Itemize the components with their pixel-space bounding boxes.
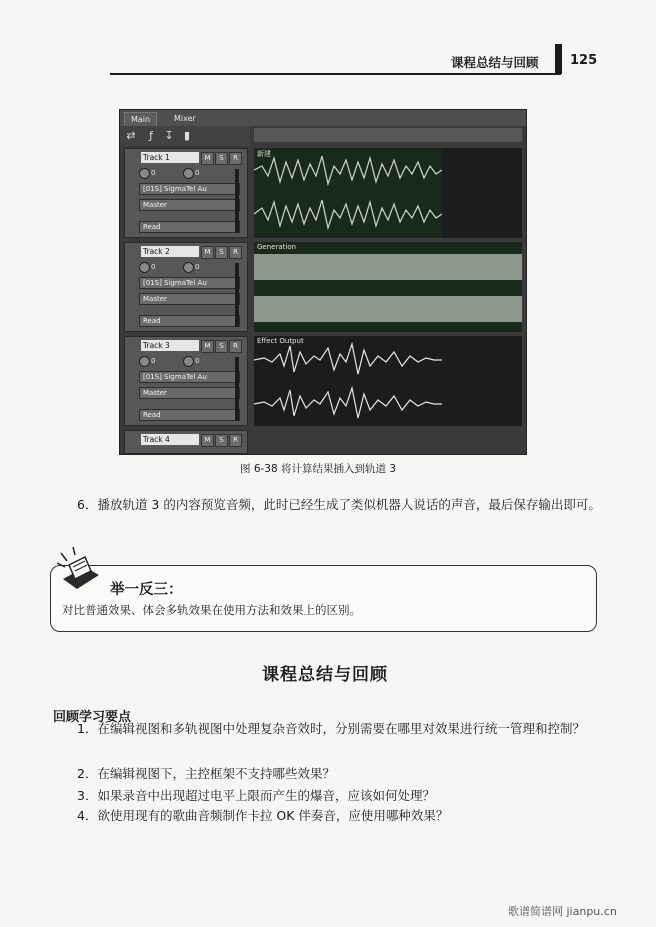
track-panel-1 [124, 148, 248, 238]
record-button[interactable]: R [229, 152, 242, 165]
timeline-ruler[interactable] [254, 128, 522, 142]
pan-knob[interactable] [183, 168, 194, 179]
waveform [254, 148, 442, 238]
waveform [254, 242, 522, 332]
track-name[interactable]: Track 3 [141, 340, 199, 351]
record-button[interactable]: R [229, 434, 242, 447]
input-select[interactable]: [01S] SigmaTel Au [139, 277, 240, 289]
automation-select[interactable]: Read [139, 409, 240, 421]
callout-body: 对比普通效果、体会多轨效果在使用方法和效果上的区别。 [62, 603, 361, 617]
clip-track-1-empty [442, 148, 522, 238]
volume-value: 0 [151, 263, 156, 271]
solo-button[interactable]: S [215, 246, 228, 259]
track-panel-3 [124, 336, 248, 426]
page-number: 125 [570, 53, 598, 68]
clip-label: Generation [257, 243, 297, 251]
figure-caption: 图 6-38 将计算结果插入到轨道 3 [240, 463, 397, 475]
solo-button[interactable]: S [215, 434, 228, 447]
track-panel-2 [124, 242, 248, 332]
clip-label: Effect Output [257, 337, 304, 345]
clip-track-3[interactable] [254, 336, 442, 426]
pan-value: 0 [195, 169, 200, 177]
notebook-icon [55, 545, 105, 595]
clip-label: 新建 [257, 150, 271, 158]
track-panel-4 [124, 430, 248, 454]
mute-button[interactable]: M [201, 434, 214, 447]
volume-value: 0 [151, 357, 156, 365]
output-select[interactable]: Master [139, 387, 240, 399]
question-4: 4．欲使用现有的歌曲音频制作卡拉 OK 伴奏音，应使用哪种效果？ [77, 808, 449, 823]
header-rule [110, 73, 561, 75]
volume-value: 0 [151, 169, 156, 177]
mute-button[interactable]: M [201, 152, 214, 165]
review-heading: 回顾学习要点 [53, 710, 132, 725]
volume-knob[interactable] [139, 168, 150, 179]
callout-title: 举一反三： [110, 582, 183, 598]
running-header-title: 课程总结与回顾 [451, 55, 539, 70]
clip-track-3-empty [442, 336, 522, 426]
eq-icon[interactable]: ▮ [183, 129, 191, 142]
clip-track-1[interactable] [254, 148, 442, 238]
solo-button[interactable]: S [215, 152, 228, 165]
volume-knob[interactable] [139, 262, 150, 273]
record-button[interactable]: R [229, 340, 242, 353]
volume-knob[interactable] [139, 356, 150, 367]
level-meter [235, 263, 239, 327]
automation-select[interactable]: Read [139, 221, 240, 233]
pan-knob[interactable] [183, 356, 194, 367]
mute-button[interactable]: M [201, 340, 214, 353]
pan-knob[interactable] [183, 262, 194, 273]
loop-icon[interactable]: ⇄ [126, 129, 136, 142]
waveform [254, 336, 442, 426]
question-3: 3．如果录音中出现超过电平上限而产生的爆音，应该如何处理？ [77, 788, 435, 803]
track-name[interactable]: Track 2 [141, 246, 199, 257]
pan-value: 0 [195, 357, 200, 365]
tab-main[interactable]: Main [124, 112, 157, 127]
output-select[interactable]: Master [139, 199, 240, 211]
fx-icon[interactable]: ƒ [149, 129, 153, 142]
mute-button[interactable]: M [201, 246, 214, 259]
level-meter [235, 357, 239, 421]
tab-mixer[interactable]: Mixer [174, 114, 196, 123]
step-6-paragraph: 6．播放轨道 3 的内容预览音频，此时已经生成了类似机器人说话的声音，最后保存输出即可。 [77, 497, 601, 512]
watermark: 歌谱简谱网 jianpu.cn [508, 905, 617, 918]
header-bar [555, 44, 562, 74]
send-icon[interactable]: ↧ [164, 129, 174, 142]
figure-screenshot [119, 109, 527, 455]
track-name[interactable]: Track 4 [141, 434, 199, 445]
record-button[interactable]: R [229, 246, 242, 259]
section-title: 课程总结与回顾 [262, 665, 388, 685]
question-2: 2．在编辑视图下，主控框架不支持哪些效果？ [77, 766, 335, 781]
solo-button[interactable]: S [215, 340, 228, 353]
output-select[interactable]: Master [139, 293, 240, 305]
input-select[interactable]: [01S] SigmaTel Au [139, 371, 240, 383]
clip-track-2[interactable] [254, 242, 522, 332]
track-name[interactable]: Track 1 [141, 152, 199, 163]
automation-select[interactable]: Read [139, 315, 240, 327]
pan-value: 0 [195, 263, 200, 271]
input-select[interactable]: [01S] SigmaTel Au [139, 183, 240, 195]
level-meter [235, 169, 239, 233]
question-1: 1．在编辑视图和多轨视图中处理复杂音效时，分别需要在哪里对效果进行统一管理和控制？ [77, 721, 585, 736]
